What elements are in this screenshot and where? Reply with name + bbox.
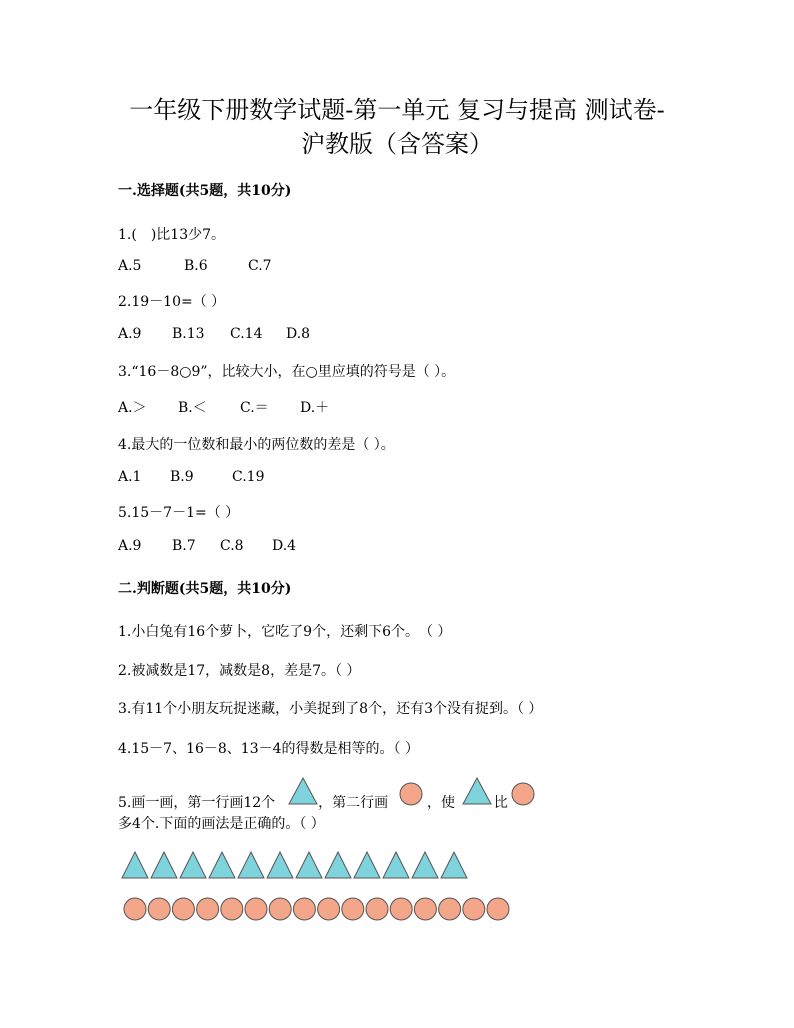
option-b: B.6	[184, 258, 208, 274]
option-a: A.9	[118, 538, 142, 554]
circle-icon	[221, 898, 243, 920]
option-c: C.7	[248, 258, 272, 274]
triangle-icon	[412, 852, 438, 878]
judge-5-text-a: 5.画一画，第一行画12个	[118, 795, 276, 811]
section-heading-choice: 一.选择题(共5题，共10分)	[118, 183, 292, 199]
question-3: 3.“16－8○9”，比较大小，在○里应填的符号是（ ）。	[118, 364, 456, 380]
triangle-icon	[267, 852, 293, 878]
circle-icon	[293, 898, 315, 920]
circle-icon	[366, 898, 388, 920]
judge-2: 2.被减数是17，减数是8，差是7。（ ）	[118, 663, 361, 679]
circle-icon	[124, 898, 146, 920]
page-title-line1: 一年级下册数学试题-第一单元 复习与提高 测试卷-	[129, 96, 665, 124]
option-c: C.19	[232, 469, 265, 485]
question-5: 5.15－7－1=（ ）	[118, 505, 240, 521]
page-title-line2: 沪教版（含答案）	[301, 130, 493, 158]
circle-icon	[172, 898, 194, 920]
circle-icon	[414, 898, 436, 920]
option-a: A.9	[118, 326, 142, 342]
triangle-icon	[209, 852, 235, 878]
option-a: A.1	[118, 469, 142, 485]
circle-icon	[390, 898, 412, 920]
triangle-icon	[151, 852, 177, 878]
triangle-icon	[180, 852, 206, 878]
judge-1: 1.小白兔有16个萝卜，它吃了9个，还剩下6个。 （ ）	[118, 624, 452, 640]
judge-5-text-d: 比	[493, 795, 508, 811]
triangle-icon	[296, 852, 322, 878]
option-a: A.5	[118, 258, 142, 274]
option-c: C.14	[230, 326, 263, 342]
circle-icon	[318, 898, 340, 920]
triangle-icon	[441, 852, 467, 878]
option-b: B.9	[170, 469, 194, 485]
option-c: C.＝	[240, 400, 269, 416]
judge-4: 4.15－7、16－8、13－4的得数是相等的。（ ）	[118, 741, 419, 757]
circle-icon	[245, 898, 267, 920]
circle-icon	[197, 898, 219, 920]
option-b: B.＜	[178, 400, 207, 416]
triangle-icon	[354, 852, 380, 878]
option-d: D.＋	[300, 400, 330, 416]
option-d: D.4	[272, 538, 297, 554]
question-2: 2.19－10=（ ）	[118, 294, 226, 310]
circle-icon	[342, 898, 364, 920]
triangle-icon	[238, 852, 264, 878]
option-c: C.8	[220, 538, 244, 554]
section-heading-judge: 二.判断题(共5题，共10分)	[118, 581, 292, 597]
judge-3: 3.有11个小朋友玩捉迷藏，小美捉到了8个，还有3个没有捉到。（ ）	[118, 701, 543, 717]
question-4: 4.最大的一位数和最小的两位数的差是（ ）。	[118, 437, 395, 453]
circle-icon	[463, 898, 485, 920]
triangle-icon	[122, 852, 148, 878]
circle-icon	[439, 898, 461, 920]
circle-icon	[269, 898, 291, 920]
option-d: D.8	[286, 326, 311, 342]
triangle-icon	[325, 852, 351, 878]
circle-icon	[487, 898, 509, 920]
option-a: A.＞	[118, 400, 147, 416]
option-b: B.13	[172, 326, 205, 342]
circle-icon	[148, 898, 170, 920]
triangle-icon	[383, 852, 409, 878]
judge-5-line2: 多4个.下面的画法是正确的。（ ）	[118, 816, 325, 832]
judge-5-text-b: ，第二行画	[318, 795, 389, 811]
judge-5-text-c: ，使	[426, 795, 455, 811]
option-b: B.7	[172, 538, 196, 554]
question-1: 1.( )比13少7。	[118, 227, 226, 243]
